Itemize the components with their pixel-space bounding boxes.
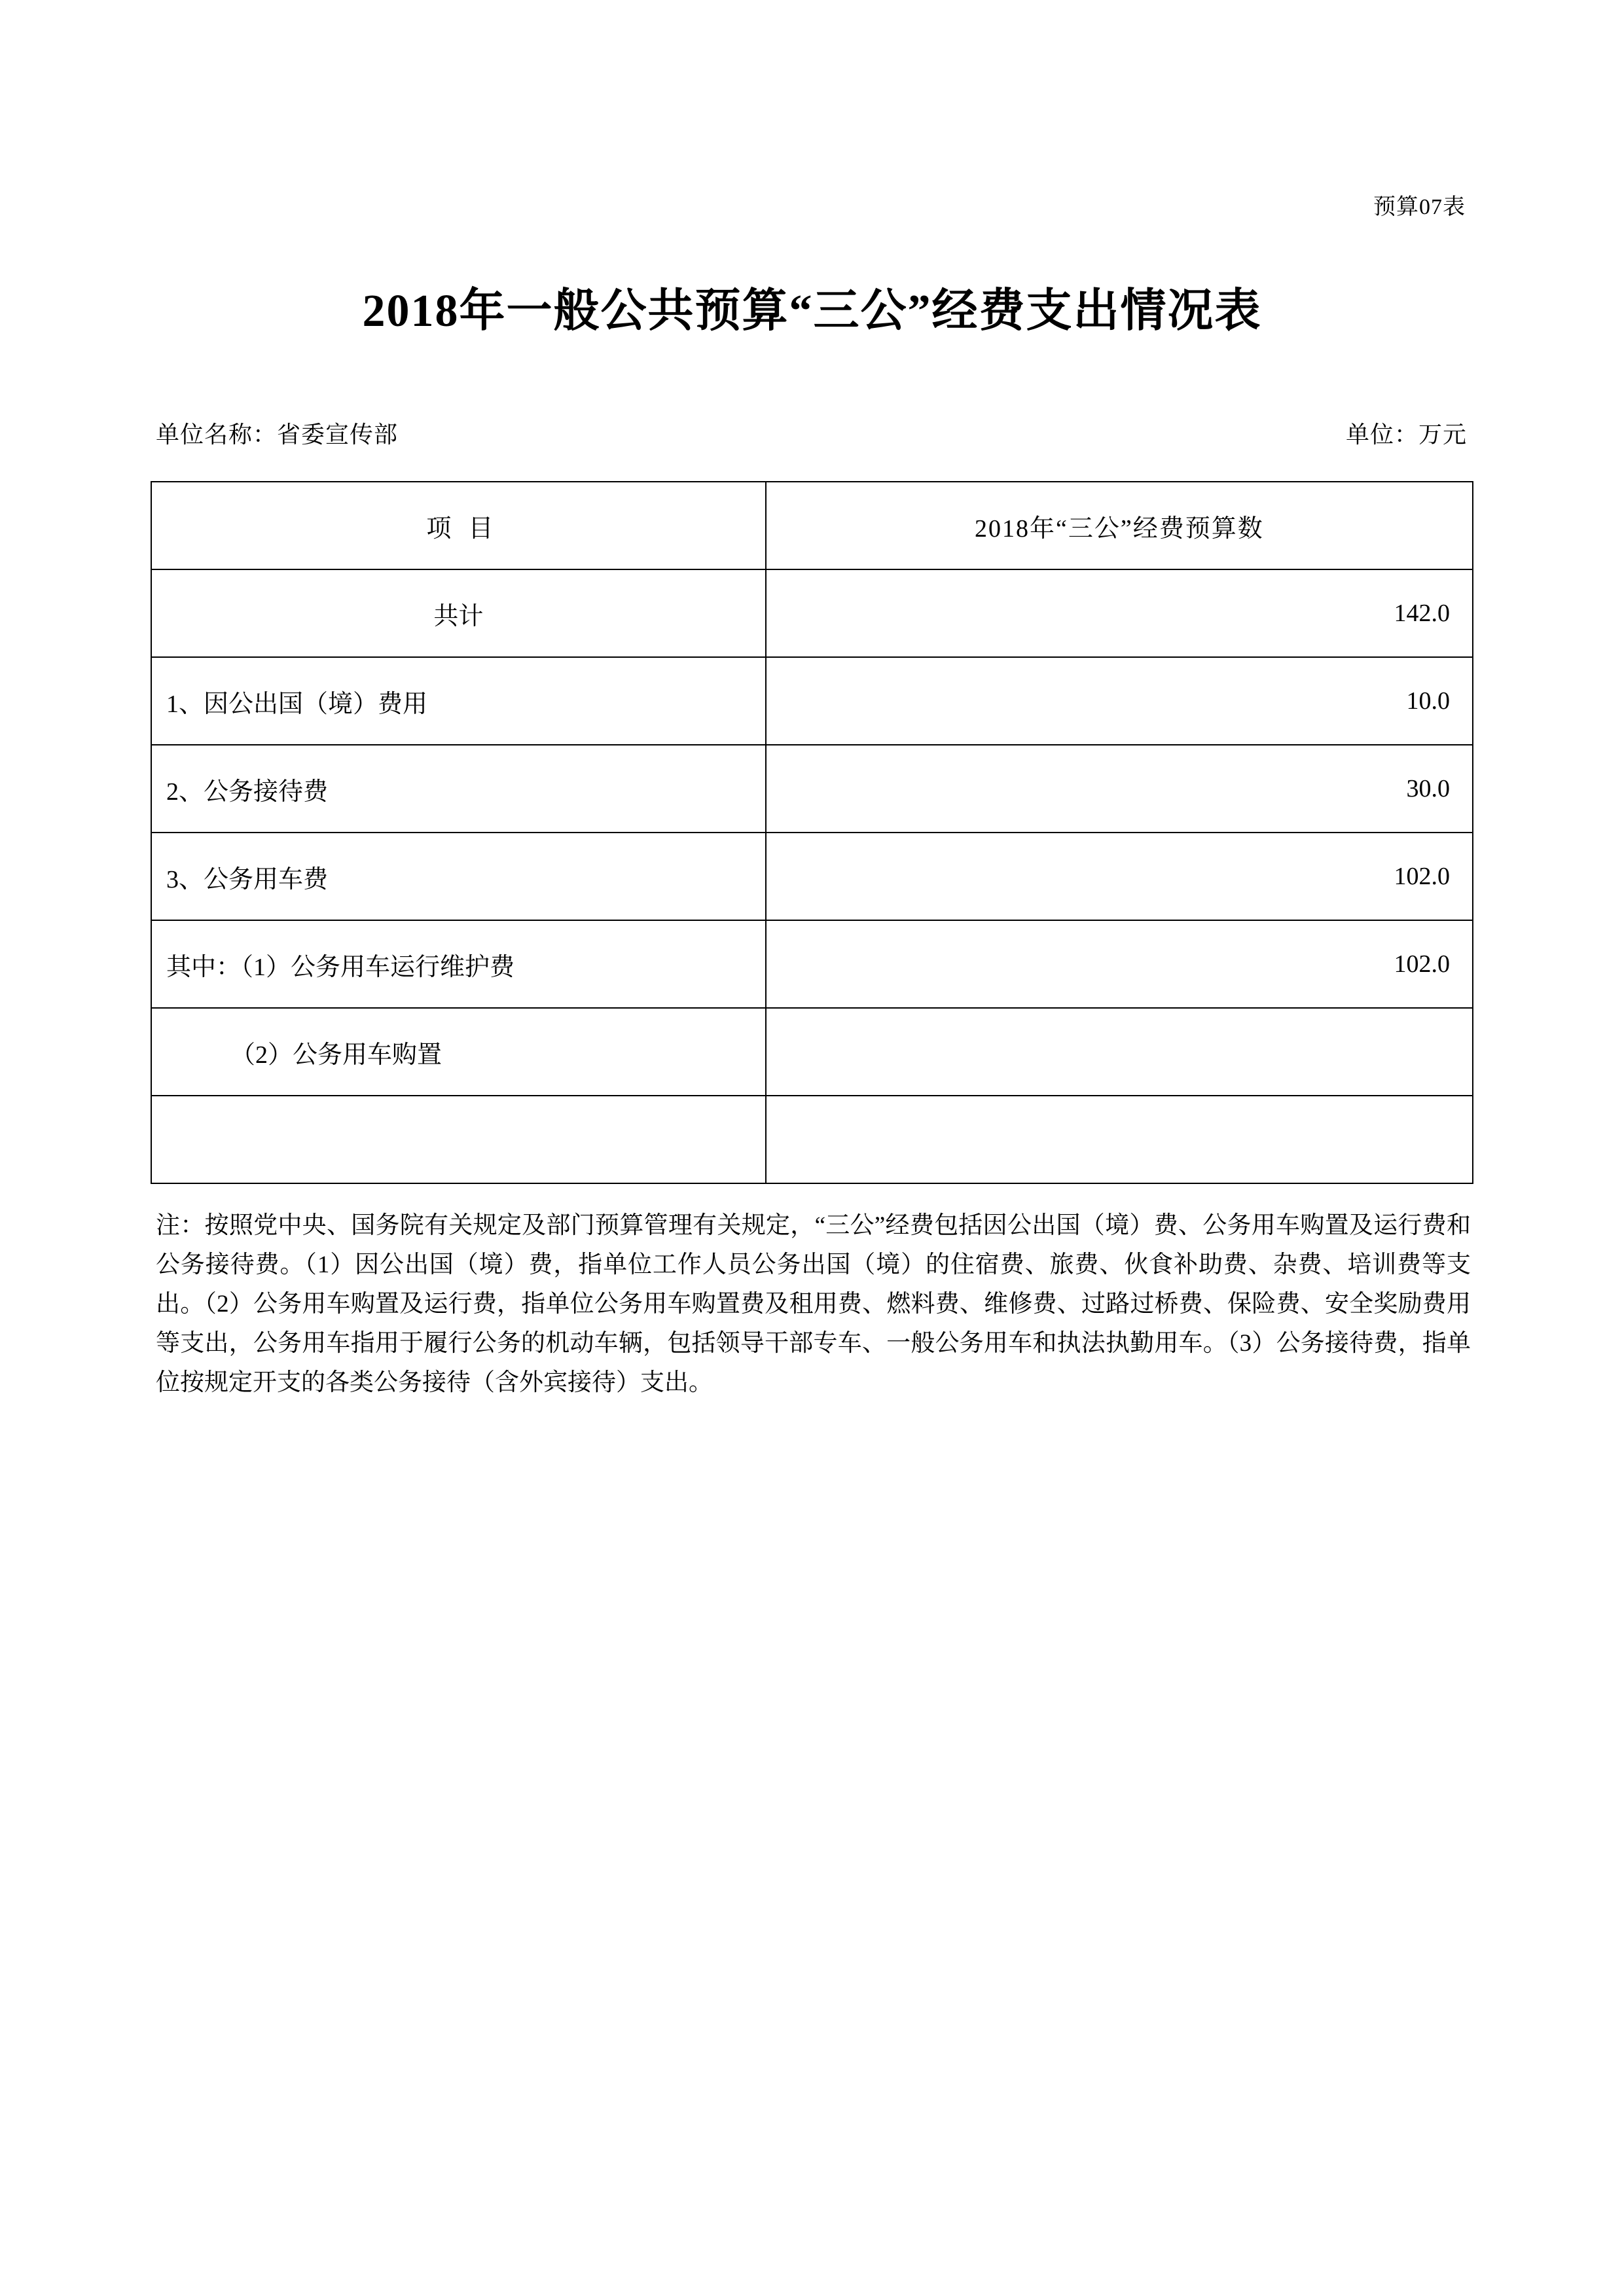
budget-table (151, 481, 1473, 1184)
table-row (151, 657, 1473, 745)
table-row (151, 833, 1473, 920)
row-label: 其中：（1）公务用车运行维护费 (151, 920, 766, 1008)
row-label (151, 1096, 766, 1183)
table-notes: 注：按照党中央、国务院有关规定及部门预算管理有关规定，“三公”经费包括因公出国（境）费、公务用车购置及运行费和公务接待费。（1）因公出国（境）费，指单位工作人员公务出国（境）的住宿费、旅费、伙食补助费、杂费、培训费等支出。（2）公务用车购置及运行费，指单位公务用车购置费及租用费、燃料费、维修费、过路过桥费、保险费、安全奖励费用等支出，公务用车指用于履行公务的机动车辆，包括领导干部专车、一般公务用车和执法执勤用车。（3）公务接待费，指单位按规定开支的各类公务接待（含外宾接待）支出。 (156, 1212, 1471, 1396)
unit-name-label: 单位名称：省委宣传部 (156, 422, 399, 448)
row-label: 共计 (151, 569, 766, 657)
unit-measure-label: 单位：万元 (1345, 422, 1467, 448)
row-value (766, 1096, 1473, 1183)
row-label: 1、因公出国（境）费用 (151, 657, 766, 745)
row-value: 102.0 (766, 920, 1473, 1008)
page-title: 2018年一般公共预算“三公”经费支出情况表 (362, 286, 1262, 336)
table-row (151, 1008, 1473, 1096)
row-label: 2、公务接待费 (151, 745, 766, 833)
table-row (151, 745, 1473, 833)
form-code: 预算07表 (1373, 195, 1466, 219)
row-value: 142.0 (766, 569, 1473, 657)
row-value: 10.0 (766, 657, 1473, 745)
row-label: 3、公务用车费 (151, 833, 766, 920)
column-header-item (151, 482, 766, 569)
table-row (151, 920, 1473, 1008)
column-header-item-suffix: 目 (468, 514, 495, 543)
meta-row (151, 416, 1473, 450)
table-row (151, 1096, 1473, 1183)
row-value: 30.0 (766, 745, 1473, 833)
row-value: 102.0 (766, 833, 1473, 920)
table-body (151, 569, 1473, 1183)
row-value (766, 1008, 1473, 1096)
column-header-budget: 2018年“三公”经费预算数 (766, 482, 1473, 569)
table-header-row (151, 482, 1473, 569)
column-header-item-prefix: 项 (426, 514, 469, 543)
table-row (151, 569, 1473, 657)
row-label: （2）公务用车购置 (151, 1008, 766, 1096)
